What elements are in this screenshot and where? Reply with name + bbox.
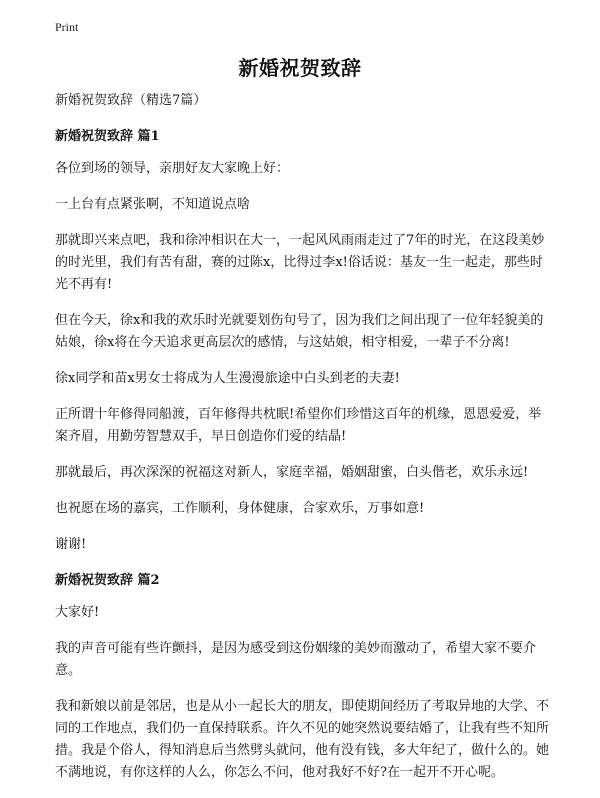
paragraph: 正所谓十年修得同船渡，百年修得共枕眠!希望你们珍惜这百年的机缘，恩恩爱爱，举案齐眉，用勤劳智慧双手，早日创造你们爱的结晶! — [55, 407, 542, 444]
paragraph: 我和新娘以前是邻居，也是从小一起长大的朋友，即使期间经历了考取异地的大学、不同的工作地点，我们仍一直保持联系。许久不见的她突然说要结婚了，让我有些不知所措。我是个俗人，得知消息后当然劈头就问，他有没有钱，多大年纪了，做什么的。她不满地说，有你这样的人么，你怎么不问，他对我好不好?在一起开不开心呢。 — [55, 699, 550, 780]
section-heading: 新婚祝贺致辞 篇2 — [55, 573, 160, 588]
intro-line: 新婚祝贺致辞（精选7篇） — [55, 93, 207, 108]
paragraph: 但在今天，徐x和我的欢乐时光就要划伤句号了，因为我们之间出现了一位年轻貌美的姑娘，徐x将在今天追求更高层次的感情，与这姑娘，相守相爱，一辈子不分离! — [55, 313, 544, 350]
print-link[interactable]: Print — [55, 20, 79, 34]
paragraph: 也祝愿在场的嘉宾，工作顺利，身体健康，合家欢乐，万事如意! — [55, 501, 425, 516]
document-title: 新婚祝贺致辞 — [238, 56, 362, 80]
paragraph: 各位到场的领导，亲朋好友大家晚上好： — [55, 161, 290, 176]
paragraph: 谢谢! — [55, 537, 87, 552]
section-heading: 新婚祝贺致辞 篇1 — [55, 129, 160, 144]
section-1 — [55, 126, 550, 556]
section-2 — [55, 570, 550, 784]
paragraph: 一上台有点紧张啊，不知道说点啥 — [55, 197, 251, 212]
paragraph: 那就即兴来点吧，我和徐冲相识在大一，一起风风雨雨走过了7年的时光，在这段美妙的时光里，我们有苦有甜，赛的过陈x，比得过李x!俗话说：基友一生一起走，那些时光不再有! — [55, 233, 545, 292]
paragraph: 那就最后，再次深深的祝福这对新人，家庭幸福，婚姻甜蜜，白头偕老，欢乐永远! — [55, 465, 529, 480]
paragraph: 徐x同学和苗x男女士将成为人生漫漫旅途中白头到老的夫妻! — [55, 371, 400, 386]
paragraph: 我的声音可能有些许颤抖，是因为感受到这份姻缘的美妙而激动了，希望大家不要介意。 — [55, 641, 537, 678]
paragraph: 大家好! — [55, 605, 100, 620]
document-body — [55, 90, 550, 798]
